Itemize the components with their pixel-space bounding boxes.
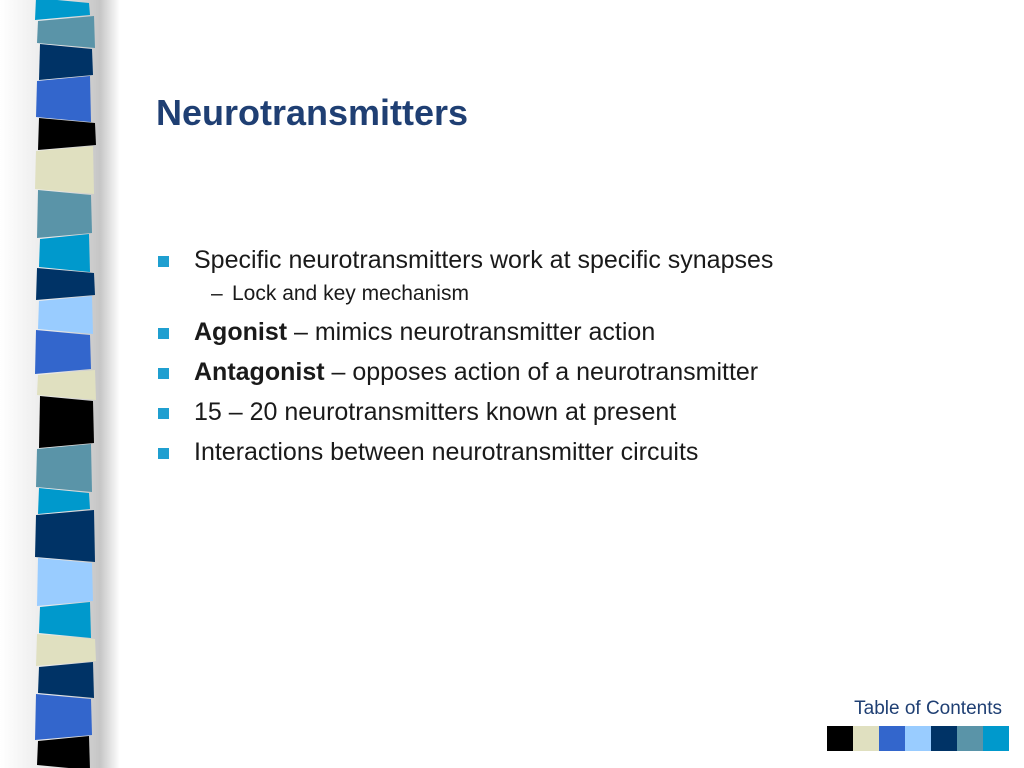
bullet-text: – opposes action of a neurotransmitter xyxy=(324,358,759,386)
strip-band xyxy=(38,296,93,334)
dash-bullet-icon: – xyxy=(211,282,223,305)
nav-squares xyxy=(827,726,1009,751)
bullet-term: Antagonist xyxy=(194,358,325,386)
square-bullet-icon xyxy=(158,448,169,459)
strip-band xyxy=(38,662,94,698)
strip-band xyxy=(35,510,95,562)
strip-band xyxy=(38,488,90,514)
strip-band xyxy=(35,0,90,20)
bullet-item xyxy=(156,358,976,394)
strip-band xyxy=(36,268,95,300)
sub-bullet-item xyxy=(156,282,976,314)
square-bullet-icon xyxy=(158,408,169,419)
strip-band xyxy=(38,118,96,150)
strip-band xyxy=(39,44,93,80)
nav-square xyxy=(879,726,905,751)
strip-band xyxy=(37,190,92,238)
nav-square xyxy=(905,726,931,751)
strip-band xyxy=(35,146,94,194)
square-bullet-icon xyxy=(158,368,169,379)
strip-band xyxy=(37,558,93,606)
strip-band xyxy=(37,736,90,768)
nav-square xyxy=(827,726,853,751)
slide-title: Neurotransmitters xyxy=(156,92,469,133)
bullet-item xyxy=(156,246,976,282)
strip-band xyxy=(36,76,91,122)
bullet-term: Agonist xyxy=(194,318,288,346)
square-bullet-icon xyxy=(158,256,169,267)
nav-square xyxy=(957,726,983,751)
sub-bullet-text: Lock and key mechanism xyxy=(232,282,469,305)
strip-band xyxy=(37,370,96,400)
nav-square xyxy=(931,726,957,751)
bullet-list xyxy=(156,246,976,478)
square-bullet-icon xyxy=(158,328,169,339)
bullet-item xyxy=(156,398,976,434)
strip-band xyxy=(36,634,96,666)
bullet-text: Interactions between neurotransmitter circuits xyxy=(194,438,699,466)
strip-band xyxy=(39,602,91,638)
nav-square xyxy=(853,726,879,751)
bullet-item xyxy=(156,318,976,354)
bullet-item xyxy=(156,438,976,474)
strip-band xyxy=(37,16,95,48)
bullet-text: – mimics neurotransmitter action xyxy=(287,318,656,346)
bullet-text: Specific neurotransmitters work at specific synapses xyxy=(194,246,774,274)
nav-square xyxy=(983,726,1009,751)
strip-band xyxy=(35,330,91,374)
decorative-color-strip xyxy=(0,0,110,768)
table-of-contents-link[interactable]: Table of Contents xyxy=(854,698,1002,719)
strip-band xyxy=(39,396,94,448)
strip-band xyxy=(39,234,90,272)
strip-band xyxy=(36,444,92,492)
strip-band xyxy=(35,694,92,740)
bullet-text: 15 – 20 neurotransmitters known at present xyxy=(194,398,677,426)
